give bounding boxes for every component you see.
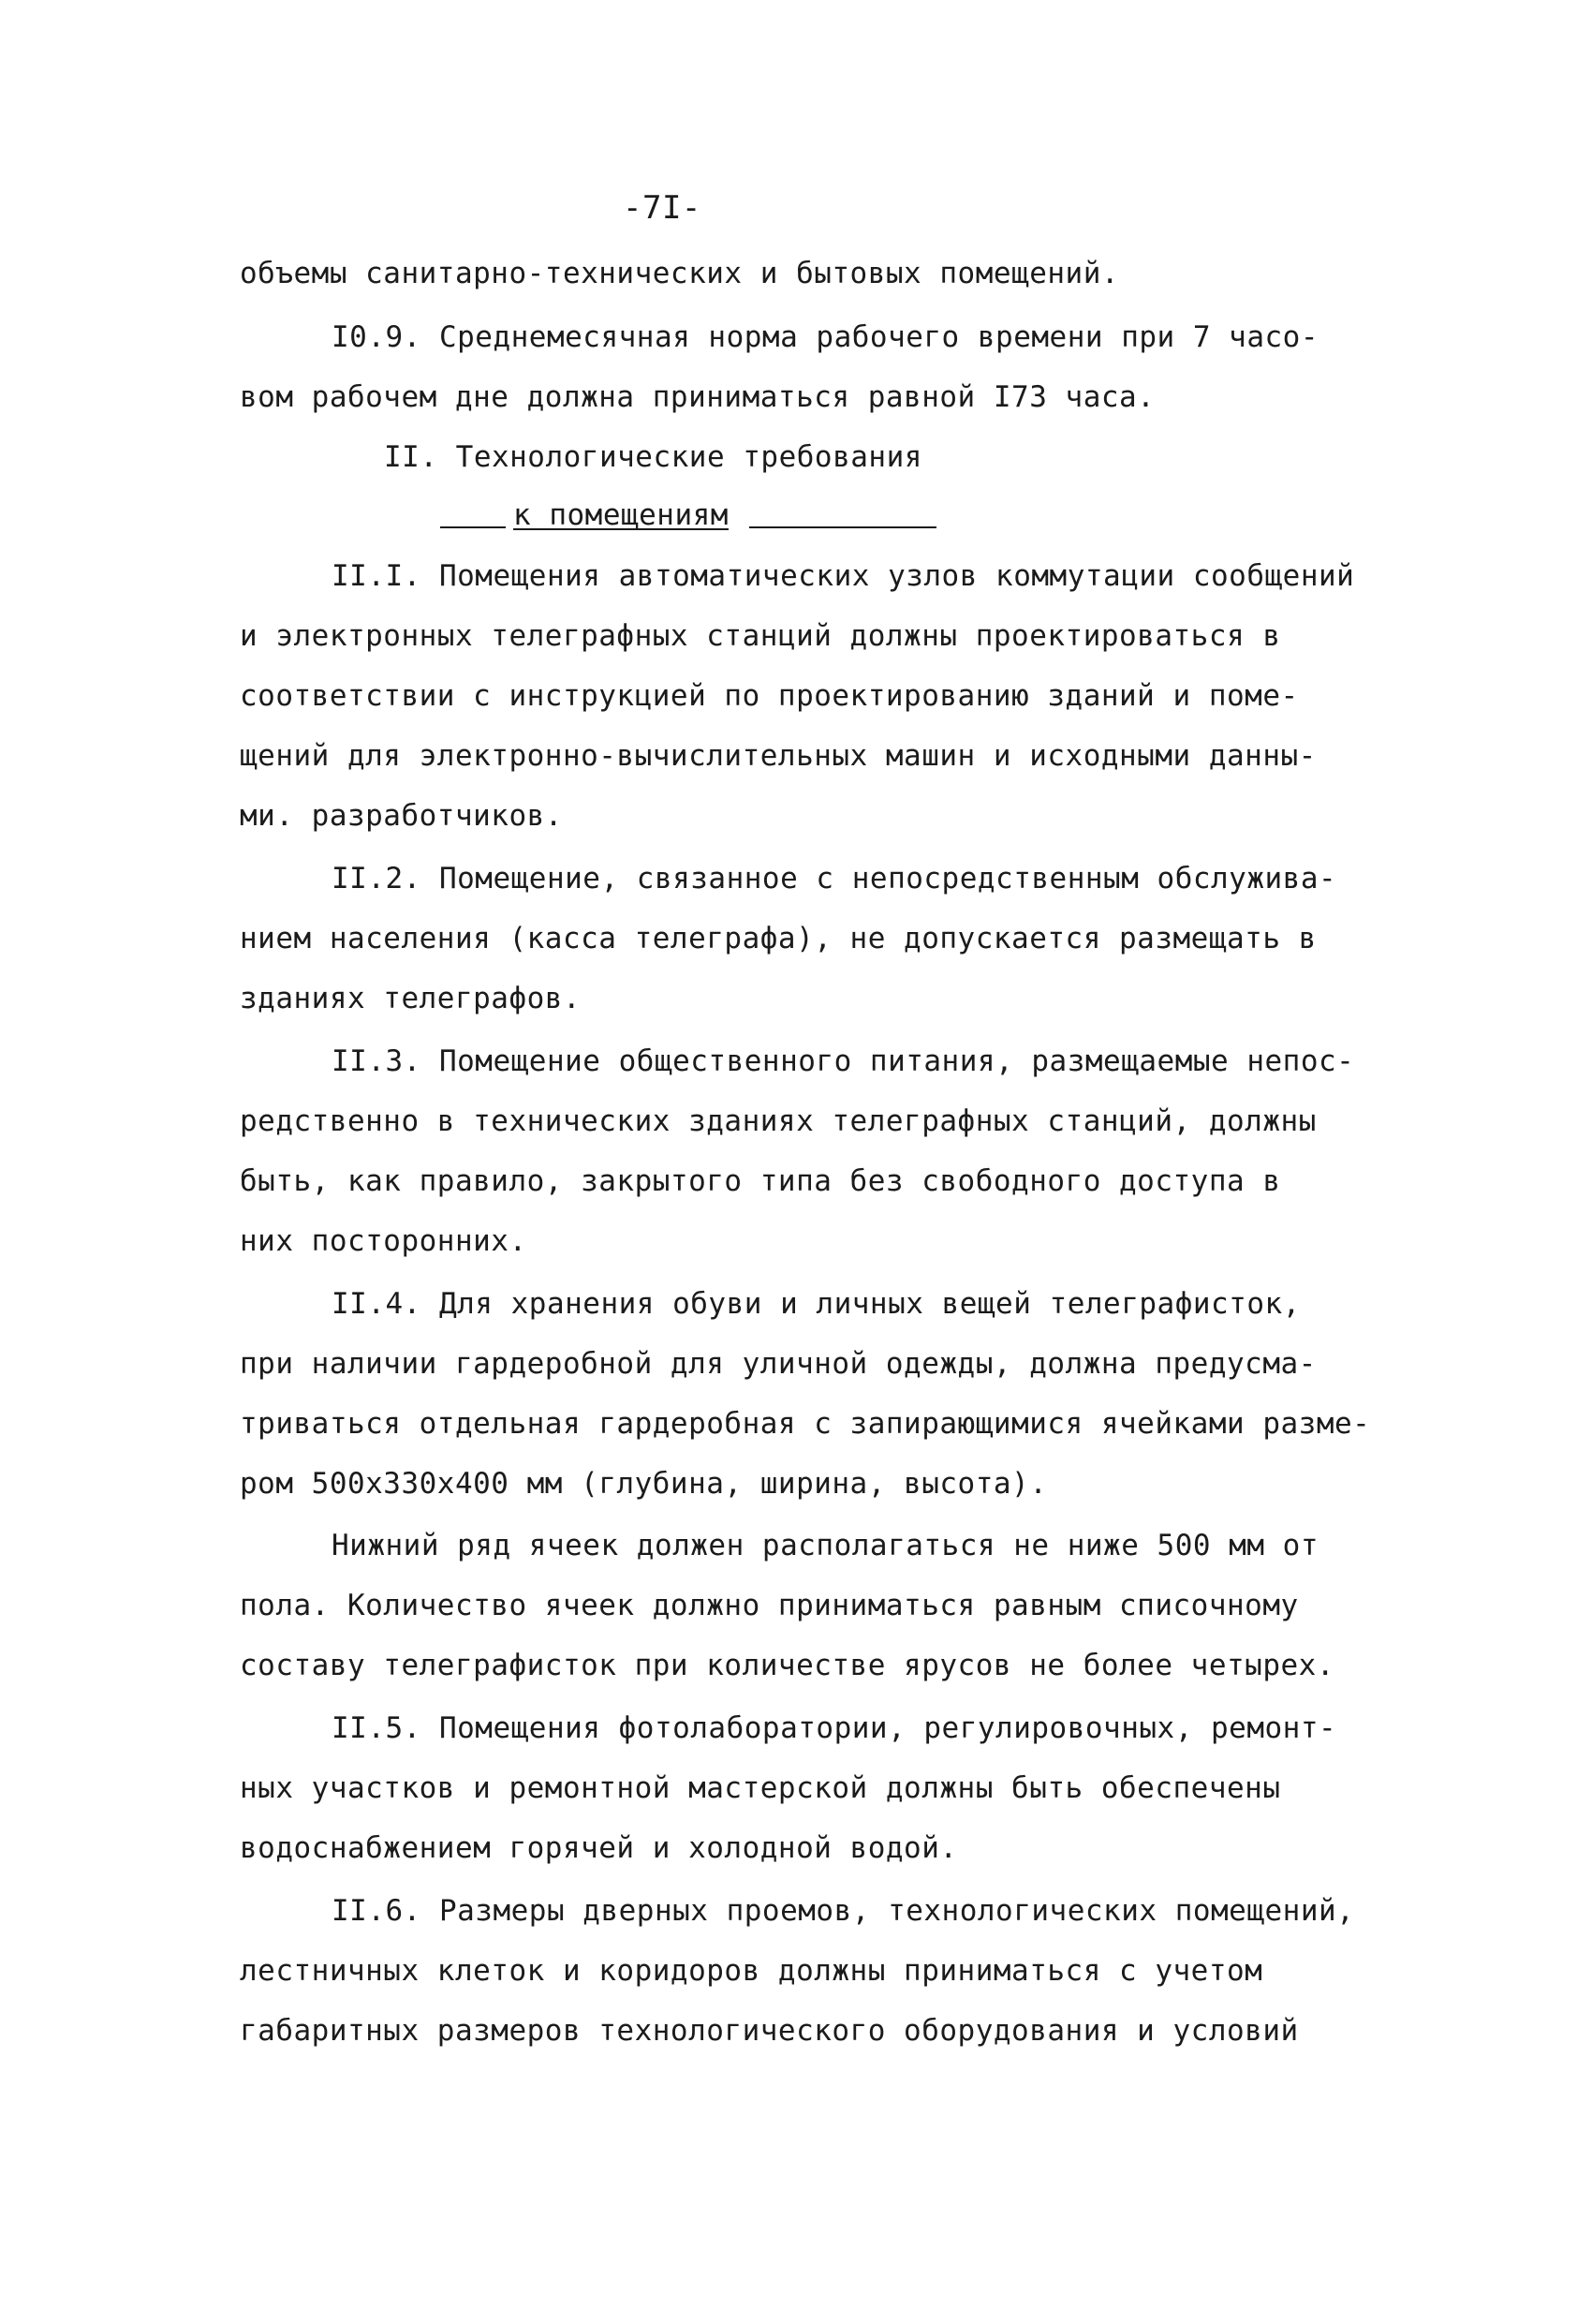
text-line: вом рабочем дне должна приниматься равной I73 часа.: [240, 380, 1156, 414]
text-line: водоснабжением горячей и холодной водой.: [240, 1831, 958, 1865]
text-line: ми. разработчиков.: [240, 799, 563, 833]
heading-rule-left: [440, 526, 506, 528]
page-number: -7I-: [623, 189, 701, 227]
text-line: триваться отдельная гардеробная с запирающимися ячейками разме-: [240, 1407, 1371, 1441]
text-line: I0.9. Среднемесячная норма рабочего времени при 7 часо-: [332, 320, 1319, 354]
text-line: габаритных размеров технологического оборудования и условий: [240, 2014, 1299, 2048]
text-line: ных участков и ремонтной мастерской должны быть обеспечены: [240, 1771, 1281, 1805]
text-line: пола. Количество ячеек должно приниматься равным списочному: [240, 1589, 1299, 1622]
text-line: щений для электронно-вычислительных машин и исходными данны-: [240, 739, 1317, 773]
text-line: II.6. Размеры дверных проемов, технологических помещений,: [332, 1894, 1355, 1928]
text-line: составу телеграфисток при количестве ярусов не более четырех.: [240, 1649, 1334, 1682]
section-heading: II. Технологические требования: [384, 440, 922, 474]
text-line: II.5. Помещения фотолаборатории, регулировочных, ремонт-: [332, 1711, 1337, 1745]
text-line: Нижний ряд ячеек должен располагаться не ниже 500 мм от: [332, 1529, 1319, 1562]
text-line: II.4. Для хранения обуви и личных вещей телеграфисток,: [332, 1287, 1301, 1321]
text-line: II.I. Помещения автоматических узлов коммутации сообщений: [332, 559, 1355, 593]
text-line: объемы санитарно-технических и бытовых помещений.: [240, 257, 1120, 290]
section-heading-subtitle: к помещениям: [513, 498, 729, 532]
text-line: II.3. Помещение общественного питания, размещаемые непос-: [332, 1044, 1355, 1078]
text-line: лестничных клеток и коридоров должны приниматься с учетом: [240, 1954, 1263, 1988]
text-line: и электронных телеграфных станций должны проектироваться в: [240, 619, 1281, 653]
text-line: редственно в технических зданиях телеграфных станций, должны: [240, 1104, 1317, 1138]
text-line: зданиях телеграфов.: [240, 982, 582, 1015]
text-line: соответствии с инструкцией по проектированию зданий и поме-: [240, 679, 1299, 713]
heading-rule-right: [749, 526, 936, 528]
text-line: нием населения (касса телеграфа), не допускается размещать в: [240, 922, 1317, 955]
text-line: быть, как правило, закрытого типа без свободного доступа в: [240, 1164, 1281, 1198]
text-line: ром 500х330х400 мм (глубина, ширина, высота).: [240, 1467, 1048, 1501]
text-line: при наличии гардеробной для уличной одежды, должна предусма-: [240, 1347, 1317, 1381]
text-line: II.2. Помещение, связанное с непосредственным обслужива-: [332, 862, 1337, 896]
text-line: них посторонних.: [240, 1224, 527, 1258]
